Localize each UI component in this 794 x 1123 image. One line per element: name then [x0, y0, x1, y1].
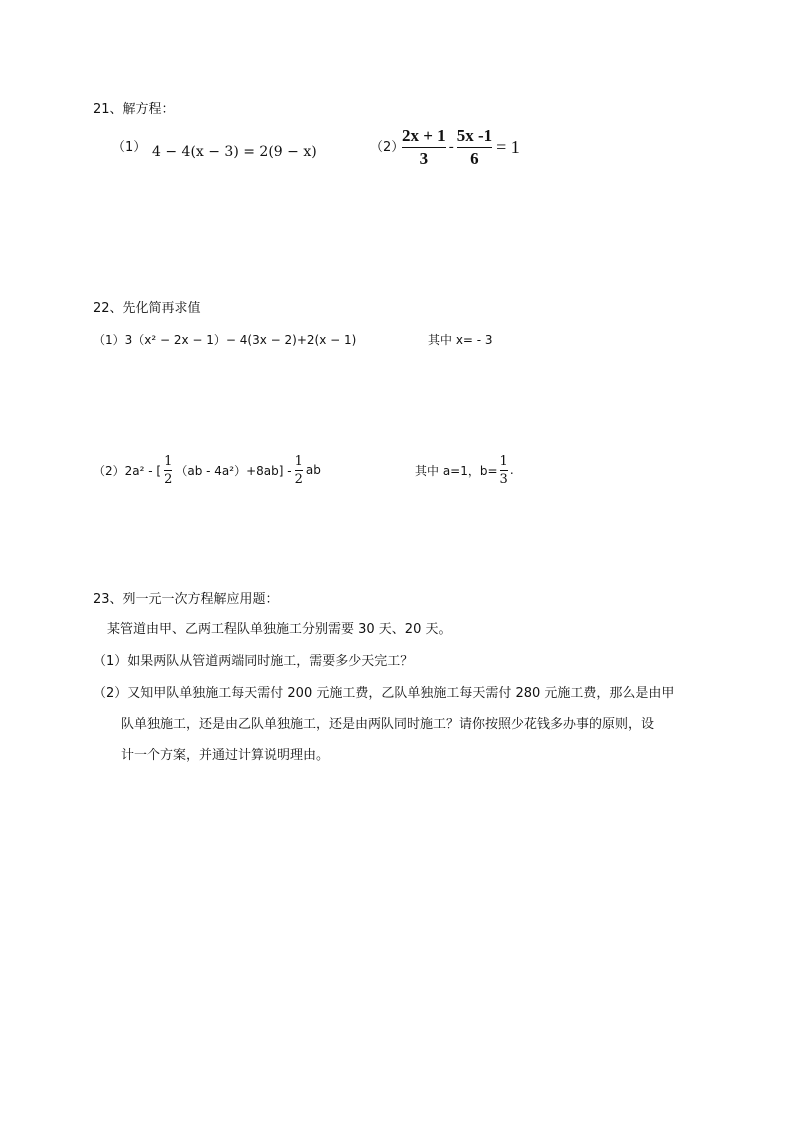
- q21-part2-equation: [402, 125, 520, 169]
- q22-part1-condition: 其中 x= - 3: [428, 333, 493, 347]
- q21-heading: 21、解方程：: [93, 102, 175, 117]
- q23-part2-line2: 队单独施工，还是由乙队单独施工，还是由两队同时施工？请你按照少花钱多办事的原则，设: [121, 717, 655, 732]
- q23-heading: 23、列一元一次方程解应用题：: [93, 592, 279, 607]
- q21-minus-sign: -: [448, 138, 454, 155]
- q22-fraction-half-1: [164, 454, 172, 487]
- q23-part2-line3: 计一个方案，并通过计算说明理由。: [121, 748, 330, 763]
- fraction-bar: [457, 147, 492, 148]
- q23-part2-line1: （2）又知甲队单独施工每天需付 200 元施工费，乙队单独施工每天需付 280 元施工费，那么是由甲: [93, 686, 675, 701]
- fraction-denominator: 2: [294, 471, 303, 487]
- fraction-denominator: 3: [499, 471, 508, 487]
- fraction-bar: [500, 470, 508, 471]
- q21-fraction-1-numerator: 2x + 1: [402, 125, 446, 145]
- q22-fraction-third: [500, 454, 508, 487]
- q23-intro: 某管道由甲、乙两工程队单独施工分别需要 30 天、20 天。: [107, 622, 452, 637]
- q23-part1: （1）如果两队从管道两端同时施工，需要多少天完工？: [93, 654, 414, 669]
- q22-part1-expression: （1）3（x² − 2x − 1）− 4(3x − 2)+2(x − 1): [93, 333, 357, 347]
- q22-part2-prefix: （2）2a² - [: [93, 463, 162, 478]
- q22-part2-middle: （ab - 4a²）+8ab] -: [175, 463, 292, 478]
- q21-fraction-1-denominator: 3: [419, 148, 429, 168]
- q22-part2-condition: [415, 452, 514, 488]
- q22-part2-condition-prefix: 其中 a=1，b=: [415, 463, 498, 478]
- fraction-numerator: 1: [294, 453, 303, 469]
- q21-rhs: = 1: [496, 136, 520, 157]
- q21-fraction-2-denominator: 6: [470, 148, 479, 168]
- q22-part2-condition-suffix: .: [509, 463, 514, 477]
- q21-part2-label: （2）: [370, 140, 405, 155]
- q22-heading: 22、先化简再求值: [93, 301, 201, 316]
- fraction-denominator: 2: [164, 471, 173, 487]
- q22-part2-suffix: ab: [305, 463, 321, 477]
- q21-part1-equation: 4 − 4(x − 3) = 2(9 − x): [152, 144, 317, 160]
- fraction-bar: [164, 470, 172, 471]
- q21-fraction-1: [402, 126, 446, 169]
- q21-fraction-2-numerator: 5x -1: [456, 125, 493, 145]
- q21-fraction-2: [457, 126, 492, 169]
- q22-part2-expression: [93, 452, 321, 488]
- q22-fraction-half-2: [295, 454, 303, 487]
- fraction-numerator: 1: [499, 453, 508, 469]
- q21-part1-label: （1）: [112, 140, 147, 155]
- fraction-bar: [295, 470, 303, 471]
- fraction-numerator: 1: [164, 453, 173, 469]
- fraction-bar: [402, 147, 446, 148]
